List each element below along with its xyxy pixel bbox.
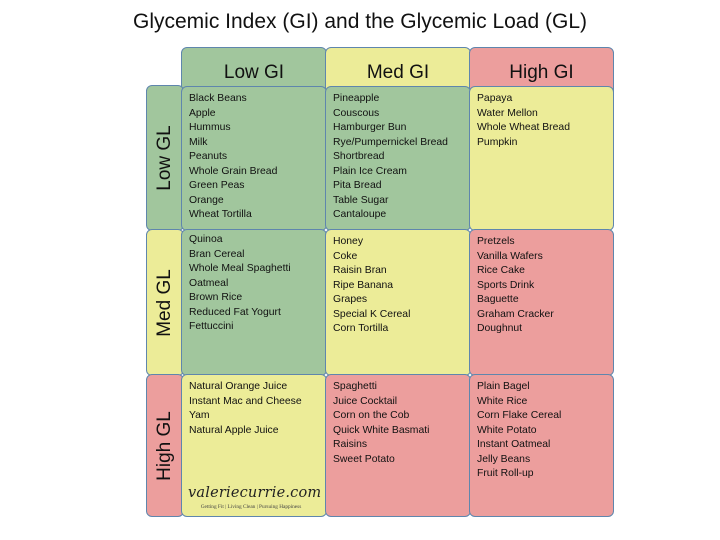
food-item: Reduced Fat Yogurt	[189, 306, 281, 318]
food-item: Special K Cereal	[333, 308, 411, 320]
column-header-label: Med GI	[366, 62, 430, 83]
food-item: Couscous	[333, 107, 380, 119]
food-item: Hummus	[189, 122, 231, 133]
food-item: Honey	[333, 236, 364, 247]
food-item: Sweet Potato	[333, 453, 395, 465]
food-item: Peanuts	[189, 151, 228, 162]
food-item: Coke	[333, 250, 358, 262]
food-item: Plain Bagel	[477, 381, 530, 392]
food-item: Raisins	[333, 439, 368, 450]
food-item: Rice Cake	[477, 265, 525, 276]
food-item: Hamburger Bun	[333, 122, 407, 133]
food-item: Baguette	[477, 294, 519, 305]
food-item: Table Sugar	[333, 194, 389, 206]
food-item: Papaya	[477, 93, 513, 104]
food-list	[470, 87, 613, 150]
cell-med-gl-high-gi	[469, 229, 614, 376]
food-item: Pineapple	[333, 93, 380, 104]
food-list	[470, 375, 613, 482]
food-item: Fettuccini	[189, 321, 234, 332]
food-item: Green Peas	[189, 180, 245, 191]
food-item: Corn Tortilla	[333, 323, 389, 334]
food-item: White Potato	[477, 424, 537, 436]
food-item: White Rice	[477, 395, 528, 407]
column-header-label: High GI	[509, 62, 574, 83]
row-header-med-gl	[146, 229, 184, 376]
food-item: Pita Bread	[333, 180, 382, 191]
food-item: Pretzels	[477, 236, 515, 247]
food-item: Jelly Beans	[477, 453, 531, 465]
food-item: Raisin Bran	[333, 265, 387, 276]
brand-logo: valeriecurrie.com	[188, 485, 322, 501]
food-item: Oatmeal	[189, 277, 229, 289]
row-header-low-gl	[146, 85, 184, 231]
food-list	[182, 230, 326, 335]
food-item: Natural Orange Juice	[189, 381, 288, 392]
food-item: Natural Apple Juice	[189, 424, 279, 436]
food-item: Sports Drink	[477, 279, 535, 291]
cell-med-gl-low-gi	[181, 229, 327, 376]
cell-low-gl-med-gi	[325, 86, 471, 231]
chart-title: Glycemic Index (GI) and the Glycemic Load (GL)	[133, 10, 587, 33]
food-item: Whole Grain Bread	[189, 165, 278, 177]
row-header-label: Low GL	[154, 125, 175, 191]
food-list	[326, 230, 470, 337]
food-item: Pumpkin	[477, 136, 518, 148]
food-list	[470, 230, 613, 337]
cell-low-gl-low-gi	[181, 86, 327, 231]
food-list	[182, 375, 326, 438]
food-item: Corn on the Cob	[333, 410, 410, 421]
food-item: Milk	[189, 136, 208, 148]
cell-high-gl-high-gi	[469, 374, 614, 517]
food-item: Yam	[189, 410, 210, 421]
food-list	[182, 87, 326, 223]
food-item: Graham Cracker	[477, 308, 554, 320]
cell-low-gl-high-gi	[469, 86, 614, 231]
food-item: Instant Oatmeal	[477, 439, 551, 450]
food-item: Wheat Tortilla	[189, 209, 252, 220]
food-item: Water Mellon	[477, 107, 538, 119]
food-item: Corn Flake Cereal	[477, 410, 562, 421]
food-item: Whole Meal Spaghetti	[189, 263, 291, 274]
food-item: Juice Cocktail	[333, 395, 398, 407]
food-item: Quinoa	[189, 234, 223, 245]
food-list	[326, 375, 470, 467]
food-item: Spaghetti	[333, 381, 377, 392]
food-item: Brown Rice	[189, 292, 243, 303]
row-header-label: Med GL	[154, 268, 175, 337]
cell-med-gl-med-gi	[325, 229, 471, 376]
food-item: Cantaloupe	[333, 209, 387, 220]
brand-tagline: Getting Fit | Living Clean | Pursuing Happiness	[200, 504, 302, 510]
food-item: Grapes	[333, 294, 368, 305]
food-item: Quick White Basmati	[333, 424, 430, 436]
food-item: Vanilla Wafers	[477, 250, 543, 262]
food-item: Ripe Banana	[333, 279, 394, 291]
food-item: Whole Wheat Bread	[477, 122, 570, 133]
row-header-label: High GL	[154, 410, 175, 481]
column-header-label: Low GI	[223, 62, 285, 83]
food-item: Bran Cereal	[189, 248, 245, 260]
food-item: Instant Mac and Cheese	[189, 395, 302, 407]
food-item: Rye/Pumpernickel Bread	[333, 136, 448, 148]
food-item: Plain Ice Cream	[333, 165, 407, 177]
cell-high-gl-med-gi	[325, 374, 471, 517]
food-item: Doughnut	[477, 323, 523, 334]
food-list	[326, 87, 470, 223]
food-item: Black Beans	[189, 93, 247, 104]
food-item: Orange	[189, 194, 224, 206]
food-item: Apple	[189, 107, 216, 119]
food-item: Fruit Roll-up	[477, 468, 534, 479]
food-item: Shortbread	[333, 151, 385, 162]
row-header-high-gl	[146, 374, 184, 517]
